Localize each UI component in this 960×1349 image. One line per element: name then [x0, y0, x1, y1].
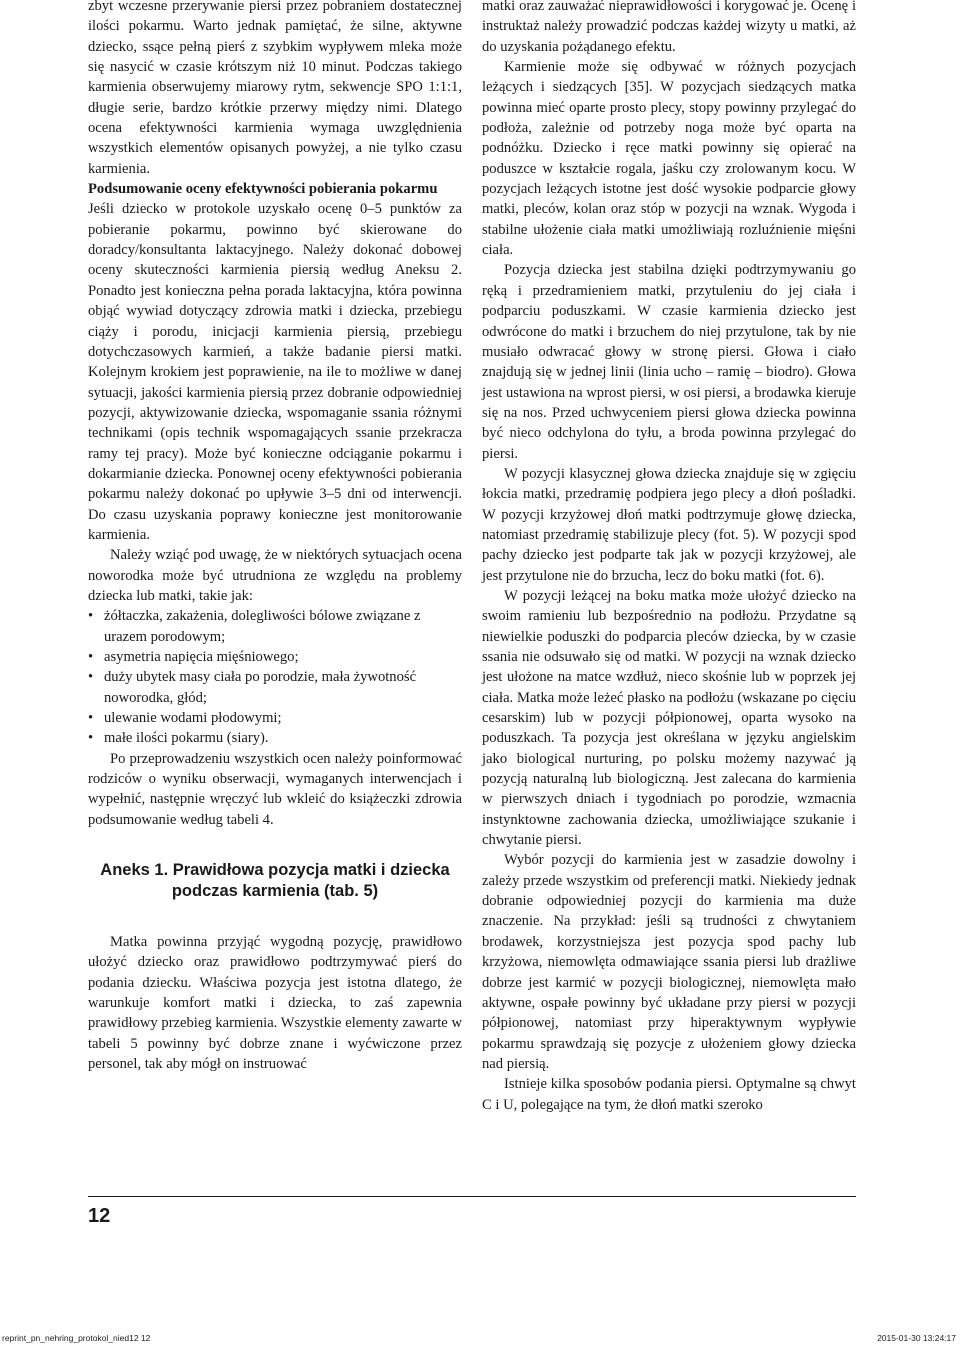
annex-title [88, 860, 462, 902]
print-timestamp: 2015-01-30 13:24:17 [877, 1333, 956, 1343]
annex-title-line1: Aneks 1. Prawidłowa pozycja matki i dziecka [100, 861, 450, 880]
list-item: • duży ubytek masy ciała po porodzie, mała żywotność noworodka, głód; [88, 667, 462, 708]
paragraph-choice: Wybór pozycji do karmienia jest w zasadzie dowolny i zależy przede wszystkim od preferencji matki. Niekiedy jednak dobranie odpowiedniej pozycji do karmienia ma duże znaczenie. Na przykład: jeśli są trudności z chwytaniem brodawek, korzystniejsza jest pozycja spod pachy lub krzyżowa, niemowlęta odmawiające ssania piersi lub drażliwe dobrze jest karmić w pozycji biologicznej, niemowlęta mało aktywne, ospałe powinny być układane przy piersi w pozycji półpionowej, natomiast przy hiperaktywnym wypływie pokarmu sprawdzają się pozycje z ułożeniem głowy dziecka nad piersią. [482, 852, 856, 1072]
paragraph-positions: Karmienie może się odbywać w różnych pozycjach leżących i siedzących [35]. W pozycjach siedzących matka powinna mieć oparte prosto plecy, stopy powinny przylegać do podłoża, zależnie od potrzeby noga może być oparta na podnóżku. Dziecko i ręce matki powinny się opierać na poduszce w kształcie rogala, jaśku czy zrolowanym kocu. W pozycjach leżących istotne jest dość wysokie podparcie głowy matki, pleców, kolan oraz stóp w pozycji na wznak. Wygoda i stabilne ułożenie ciała matki umożliwiają rozluźnienie mięśni ciała. [482, 59, 856, 259]
footer-divider [88, 1196, 856, 1197]
paragraph-intro: zbyt wczesne przerywanie piersi przez pobraniem dostatecznej ilości pokarmu. Warto jednak pamiętać, że silne, aktywne dziecko, ssące pełną pierś z szybkim wypływem mleka może się nasycić w czasie krótszym niż 10 minut. Podczas takiego karmienia obserwujemy miarowy rytm, sekwencje SPO 1:1:1, długie serie, bardzo krótkie przerwy między nimi. Dlatego ocena efektywności karmienia wymaga uwzględnienia wszystkich elementów opisanych powyżej, a nie tylko czasu karmienia. [88, 0, 462, 177]
list-item: • asymetria napięcia mięśniowego; [88, 647, 462, 667]
paragraph-summary: Jeśli dziecko w protokole uzyskało ocenę 0–5 punktów za pobieranie pokarmu, powinno być skierowane do doradcy/konsultanta laktacyjnego. Należy dokonać dobowej oceny skuteczności karmienia piersią według Aneksu 2. Ponadto jest konieczna pełna porada laktacyjna, która powinna objąć wywiad dotyczący zdrowia matki i dziecka, przebiegu ciąży i porodu, inicjacji karmienia piersią, przebiegu dotychczasowych karmień, a także badanie piersi matki. Kolejnym krokiem jest poprawienie, na ile to możliwe w danej sytuacji, jakości karmienia piersią przez dobranie odpowiedniej pozycji, aktywizowanie dziecka, wspomaganie ssania różnymi technikami (opis technik wspomagających ssanie przekracza ramy tej pracy). Może być konieczne odciąganie pokarmu i dokarmianie dziecka. Ponownej oceny efektywności pobierania pokarmu należy dokonać po upływie 3–5 dni od interwencji. Do czasu uzyskania poprawy konieczne jest monitorowanie karmienia. [88, 201, 462, 543]
print-file-name: reprint_pn_nehring_protokol_nied12 12 [2, 1333, 151, 1343]
paragraph-after: Po przeprowadzeniu wszystkich ocen należy poinformować rodziców o wyniku obserwacji, wymaganych interwencjach i wypełnić, następnie wręczyć lub wkleić do książeczki zdrowia podsumowanie według tabeli 4. [88, 750, 462, 828]
page-number: 12 [88, 1205, 111, 1227]
paragraph-stable: Pozycja dziecka jest stabilna dzięki podtrzymywaniu go ręką i przedramieniem matki, przytuleniu do jej ciała i podparciu poduszkami. W czasie karmienia dziecko jest odwrócone do matki i brzuchem do niej przytulone, tak by nie musiało odwracać głowy w stronę piersi. Głowa i ciało znajdują się w jednej linii (linia ucho – ramię – biodro). Głowa jest ustawiona na wprost piersi, w osi piersi, a brodawka kieruje się na nos. Przed uchwyceniem piersi głowa dziecka powinna być nieco odchylona do tyłu, a broda powinna przylegać do piersi. [482, 262, 856, 462]
annex-title-line2: podczas karmienia (tab. 5) [171, 882, 379, 901]
left-column [88, 0, 462, 1075]
list-item: • żółtaczka, zakażenia, dolegliwości bólowe związane z urazem porodowym; [88, 606, 462, 647]
conditions-list [88, 606, 462, 748]
paragraph-ways: Istnieje kilka sposobów podania piersi. Optymalne są chwyt C i U, polegające na tym, że dłoń matki szeroko [482, 1076, 856, 1113]
paragraph-annex: Matka powinna przyjąć wygodną pozycję, prawidłowo ułożyć dziecko oraz prawidłowo podtrzymywać pierś do podania dziecku. Właściwa pozycja jest istotna dlatego, że warunkuje komfort matki i dziecka, to zaś zapewnia prawidłowy przebieg karmienia. Wszystkie elementy zawarte w tabeli 5 powinny być dobrze znane i wyćwiczone przez personel, tak aby mógł on instruować [88, 934, 462, 1073]
right-column [482, 0, 856, 1115]
paragraph-conditions: Należy wziąć pod uwagę, że w niektórych sytuacjach ocena noworodka może być utrudniona ze względu na problemy dziecka lub matki, takie jak: [88, 547, 462, 604]
paragraph-classic: W pozycji klasycznej głowa dziecka znajduje się w zgięciu łokcia matki, przedramię podpiera jego plecy a dłoń pośladki. W pozycji krzyżowej dłoń matki podtrzymuje głowę dziecka, natomiast przedramię stabilizuje plecy (fot. 5). W pozycji spod pachy dziecko jest podparte tak jak w pozycji krzyżowej, ale jest przytulone nie do brzucha, lecz do boku matki (fot. 6). [482, 465, 856, 584]
list-item: • ulewanie wodami płodowymi; [88, 708, 462, 728]
paragraph-continuation: matki oraz zauważać nieprawidłowości i korygować je. Ocenę i instruktaż należy prowadzić podczas każdej wizyty u matki, aż do uzyskania pożądanego efektu. [482, 0, 856, 55]
paragraph-lying: W pozycji leżącej na boku matka może ułożyć dziecko na swoim ramieniu lub bezpośrednio na podłożu. Przydatne są niewielkie poduszki do podparcia pleców dziecka, by w czasie ssania nie odsuwało się od matki. W pozycji na wznak dziecko jest ułożone na matce wzdłuż, nieco skośnie lub w poprzek jej ciała. Matka może leżeć płasko na podłożu (wskazane po cięciu cesarskim) lub w pozycji półpionowej, oparta wysoko na poduszkach. Ta pozycja jest określana w języku angielskim jako biological nurturing, po polsku możemy nazywać ją pozycją naturalną lub biologiczną. Jest zalecana do karmienia w pierwszych dniach i tygodniach po porodzie, wzmacnia instynktowne zachowania dziecka, umożliwiające szukanie i chwytanie piersi. [482, 587, 856, 849]
list-item: • małe ilości pokarmu (siary). [88, 728, 462, 748]
section-heading: Podsumowanie oceny efektywności pobierania pokarmu [88, 181, 438, 198]
